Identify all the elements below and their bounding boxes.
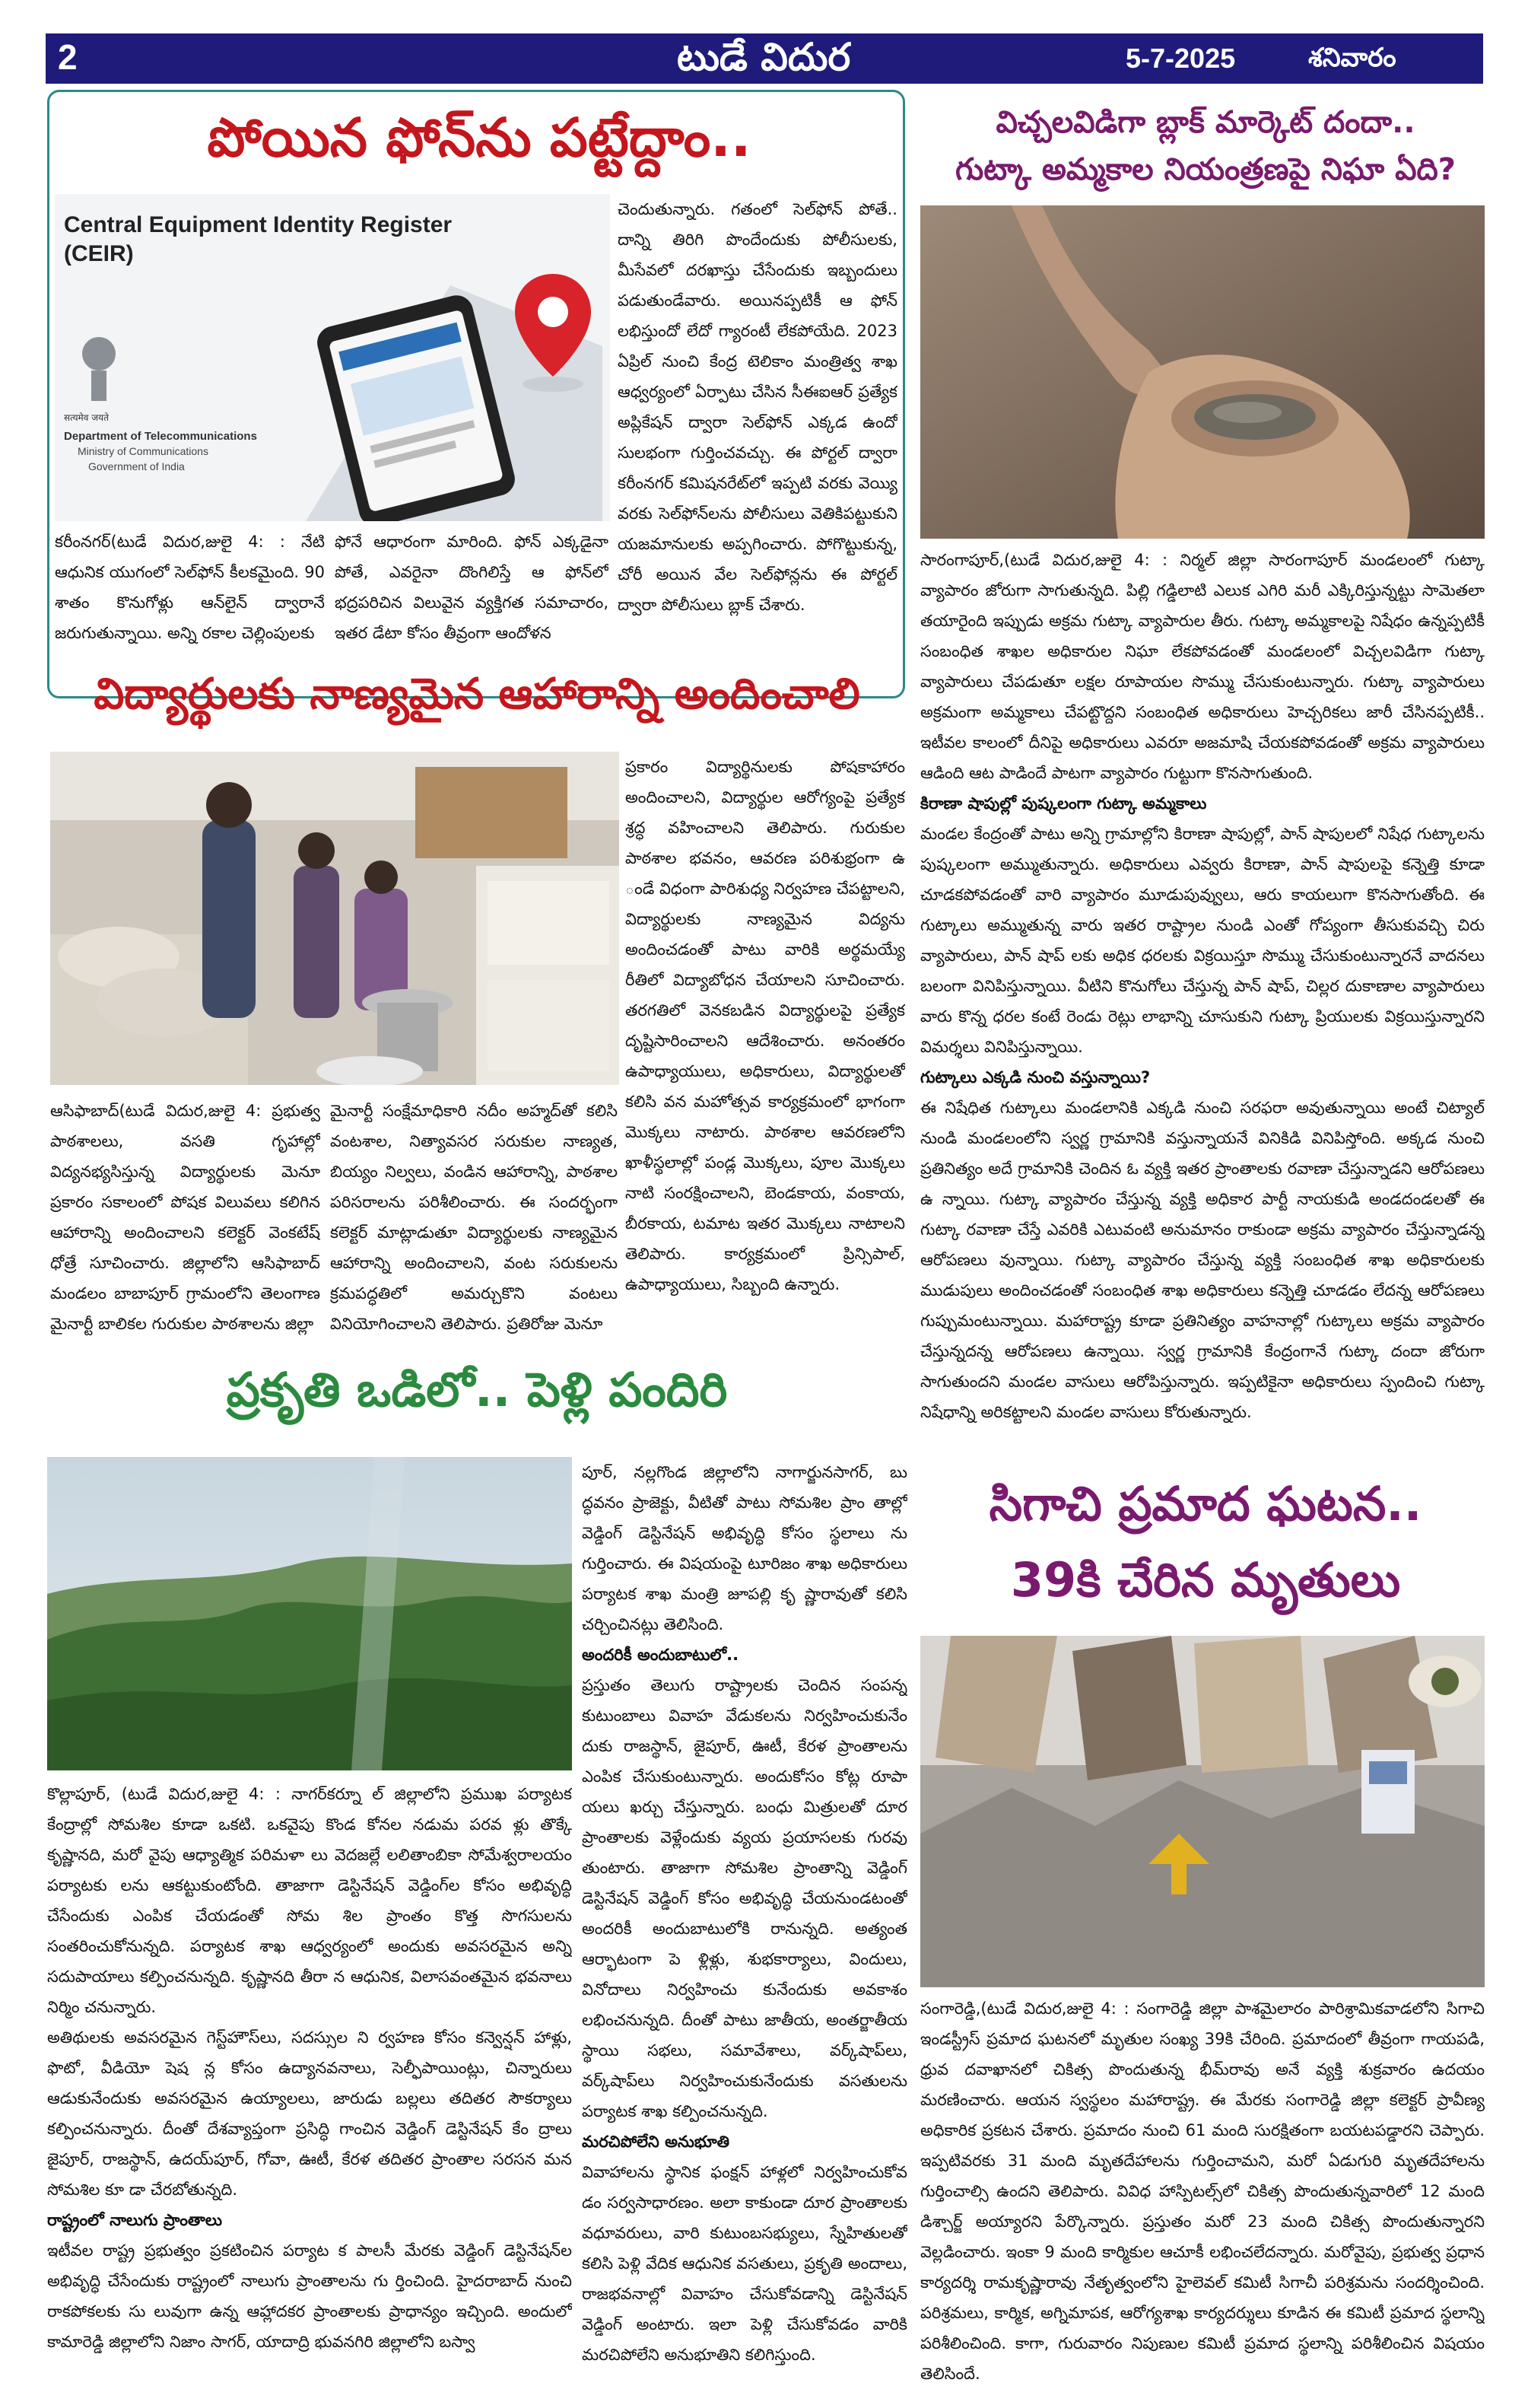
article-gutka-para-1: సారంగాపూర్‌,(టుడే విదుర,జులై 4: : నిర్మల్‌ జిల్లా సారంగాపూర్‌ మండలంలో గుట్కా వ్యాపారం జోరుగా సాగుతున్నది. పిల్లి గడ్డిలాటి ఎలుక ఎగిరి మరీ ఎక్కిరిస్తున్నట్టు సామెతలా తయారైంది ఇప్పుడు అక్రమ గుట్కా వ్యాపారుల తీరు. గుట్కా అమ్మకాలపై నిషేధం ఉన్నప్పటికీ సంబంధిత శాఖల అధికారుల నిఘా లేకపోవడంతో మండలంలో విచ్చలవిడిగా గుట్కా వ్యాపారులు చేపడుతూ లక్షల రూపాయల సొమ్ము చేసుకుంటున్నారు. గుట్కా వ్యాపారులు అక్రమంగా అమ్మకాలు చేపట్టొద్దని సంబంధిత అధికారులు హెచ్చరికలు జారీ చేసినప్పటికీ.. ఇటీవల కాలంలో దీనిపై అధికారులు ఎవరూ అజమాషి చేయకపోవడంతో అక్రమ వ్యాపారులు ఆడింది ఆట పాడిందే పాటగా వ్యాపారం గుట్టుగా కొనసాగుతుంది. <box>920 551 1485 782</box>
article-wedding-col-right <box>582 1457 907 2385</box>
article-gutka-subhead-1: కిరాణా షాపుల్లో పుష్కలంగా గుట్కా అమ్మకాలు <box>920 794 1207 813</box>
ceir-abbr: (CEIR) <box>64 241 134 266</box>
article-lost-phone-col-right: చెందుతున్నారు. గతంలో సెల్‌ఫోన్‌ పోతే.. దాన్ని తిరిగి పొందేందుకు పోలీసులకు, మీసేవలో దరఖాస్తు చేసేందుకు ఇబ్బందులు పడుతుండేవారు. అయినప్పటికీ ఆ ఫోన్‌ లభిస్తుందో లేదో గ్యారంటీ లేకపోయేది. 2023 ఏప్రిల్‌ నుంచి కేంద్ర టెలికాం మంత్రిత్వ శాఖ ఆధ్వర్యంలో ఏర్పాటు చేసిన సీఈఐఆర్‌ ప్రత్యేక అప్లికేషన్‌ ద్వారా సెల్‌ఫోన్‌ ఎక్కడ ఉందో సులభంగా గుర్తించవచ్చు. ఈ పోర్టల్‌ ద్వారా కరీంనగర్‌ కమిషనరేట్‌లో ఇప్పటి వరకు వెయ్యి వరకు సెల్‌ఫోన్‌లను పోలీసులు వెతికిపట్టుకుని యజమానులకు అప్పగించారు. పోగొట్టుకున్న, చోరీ అయిన వేల సెల్‌ఫోన్లను ఈ పోర్టల్‌ ద్వారా పోలీసులు బ్లాక్‌ చేశారు. <box>618 200 897 614</box>
article-sigachi-headline-line1: సిగాచి ప్రమాద ఘటన.. <box>989 1476 1422 1532</box>
article-students-food-col-a: ఆసిఫాబాద్‌(టుడే విదుర,జులై 4: ప్రభుత్వ పాఠశాలలు, వసతి గృహాల్లో విద్యనభ్యసిస్తున్న విద్యార్థులకు మెనూ ప్రకారం సకాలంలో పోషక విలువలు కలిగిన ఆహారాన్ని అందించాలని కలెక్టర్‌ వెంకటేష్‌ ధోత్రే సూచించారు. జిల్లాలోని ఆసిఫాబాద్‌ మండలం బాబాపూర్‌ గ్రామంలోని తెలంగాణ మైనార్టీ బాలికల గురుకుల పాఠశాలను జిల్లా <box>50 1102 320 1333</box>
article-gutka-subhead-2: గుట్కాలు ఎక్కడి నుంచి వస్తున్నాయి? <box>920 1068 1151 1086</box>
dept-name: Department of Telecommunications <box>64 430 257 443</box>
article-students-food-col-b: మైనార్టీ సంక్షేమాధికారి నదీం అహ్మద్‌తో కలిసి వంటశాల, నిత్యావసర సరుకుల నాణ్యత, బియ్యం నిల్వలు, వండిన ఆహారాన్ని, పాఠశాల పరిసరాలను పరిశీలించారు. ఈ సందర్భంగా కలెక్టర్‌ మాట్లాడుతూ విద్యార్థులకు నాణ్యమైన ఆహారాన్ని అందించాలని, వంట సరుకులను క్రమపద్ధతిలో అమర్చుకొని వంటలు వినియోగించాలని తెలిపారు. ప్రతిరోజు మెనూ <box>330 1102 618 1333</box>
article-lost-phone-headline: పోయిన ఫోన్‌ను పట్టేద్దాం.. <box>207 107 751 169</box>
article-gutka-body <box>920 545 1485 1625</box>
ceir-image <box>55 194 610 521</box>
article-gutka-headline-line1: విచ్చలవిడిగా బ్లాక్‌ మార్కెట్‌ దందా.. <box>996 105 1415 140</box>
article-students-food-col-right: ప్రకారం విద్యార్థినులకు పోషకాహారం అందించాలని, విద్యార్థుల ఆరోగ్యంపై ప్రత్యేక శ్రద్ధ వహించాలని తెలిపారు. గురుకుల పాఠశాల భవనం, ఆవరణ పరిశుభ్రంగా ఉ ండే విధంగా పారిశుధ్య నిర్వహణ చేపట్టాలని, విద్యార్థులకు నాణ్యమైన విద్యను అందించడంతో పాటు వారికి అర్థమయ్యే రీతిలో విద్యాబోధన చేయాలని సూచించారు. తరగతిలో వెనకబడిన విద్యార్థులపై ప్రత్యేక దృష్టిసారించాలని ఆదేశించారు. అనంతరం ఉపాధ్యాయులు, అధికారులు, విద్యార్థులతో కలిసి వన మహోత్సవ కార్యక్రమంలో భాగంగా మొక్కలు నాటారు. పాఠశాల ఆవరణలోని ఖాళీస్థలాల్లో పండ్ల మొక్కలు, పూల మొక్కలు నాటి సంరక్షించాలని, బెండకాయ, వంకాయ, బీరకాయ, టమాట ఇతర మొక్కలు నాటాలని తెలిపారు. కార్యక్రమంలో ప్రిన్సిపాల్‌, ఉపాధ్యాయులు, సిబ్బంది ఉన్నారు. <box>625 758 905 1293</box>
article-wedding-right-para-3: వివాహాలను స్థానిక ఫంక్షన్‌ హాళ్లలో నిర్వహించుకోవ డం సర్వసాధారణం. అలా కాకుండా దూర ప్రాంతాలకు వధూవరులు, వారి కుటుంబసభ్యులు, స్నేహితులతో కలిసి పెళ్లి వేదిక ఆధునిక వసతులు, ప్రకృతి అందాలు, రాజభవనాల్లో వివాహం చేసుకోవడాన్ని డెస్టినేషన్‌ వెడ్డింగ్‌ అంటారు. ఇలా పెళ్లి చేసుకోవడం వారికి మరచిపోలేని అనుభూతిని కలిగిస్తుంది. <box>582 2163 907 2364</box>
students-food-graphic <box>50 752 619 1085</box>
page-number: 2 <box>58 37 78 77</box>
article-sigachi-body: సంగారెడ్డి,(టుడే విదుర,జులై 4: : సంగారెడ్డి జిల్లా పాశమైలారం పారిశ్రామికవాడలోని సిగాచి ఇండస్ట్రీస్‌ ప్రమాద ఘటనలో మృతుల సంఖ్య 39కి చేరింది. ప్రమాదంలో తీవ్రంగా గాయపడి, ధ్రువ దవాఖానలో చికిత్స పొందుతున్న భీమ్‌రావు అనే వ్యక్తి శుక్రవారం ఉదయం మరణించారు. ఆయన స్వస్థలం మహారాష్ట్ర. ఈ మేరకు సంగారెడ్డి జిల్లా కలెక్టర్‌ ప్రావీణ్య అధికారిక ప్రకటన చేశారు. ప్రమాదం నుంచి 61 మంది సురక్షితంగా బయటపడ్డారని చెప్పారు. ఇప్పటివరకు 31 మంది మృతదేహాలను గుర్తించామని, మరో ఏడుగురి మృతదేహాలను గుర్తించాల్సి ఉందని తెలిపారు. వివిధ హాస్పిటల్స్‌లో చికిత్స పొందుతున్నవారిలో 12 మంది డిశ్చార్జ్‌ అయ్యారని పేర్కొన్నారు. ప్రస్తుతం మరో 23 మంది చికిత్స పొందుతున్నారని వెల్లడించారు. ఇంకా 9 మంది కార్మికుల ఆచూకీ లభించలేదన్నారు. మరోవైపు, ప్రభుత్వ ప్రధాన కార్యదర్శి రామకృష్ణారావు నేతృత్వంలోని హైలెవల్‌ కమిటీ సిగాచీ పరిశ్రమను సందర్శించింది. పరిశ్రమలు, కార్మిక, అగ్నిమాపక, ఆరోగ్యశాఖ కార్యదర్శులు కూడిన ఈ కమిటీ ప్రమాద స్థలాన్ని పరిశీలించింది. కాగా, గురువారం నిపుణుల కమిటీ ప్రమాద స్థలాన్ని పరిశీలించిన విషయం తెలిసిందే. <box>920 1999 1485 2383</box>
article-gutka-para-2: మండల కేంద్రంతో పాటు అన్ని గ్రామాల్లోని కిరాణా షాపుల్లో, పాన్‌ షాపులలో నిషేధ గుట్కాలను పుష్కలంగా అమ్ముతున్నారు. అధికారులు ఎవ్వరు కిరాణా, పాన్‌ షాపులపై కన్నెత్తి కూడా చూడకపోవడంతో వారి వ్యాపారం మూడుపువ్వులు, ఆరు కాయలుగా కొనసాగుతోంది. ఈ గుట్కాలు అమ్ముతున్న వారు ఇతర రాష్ట్రాల నుండి ఎంతో గోప్యంగా తీసుకువచ్చి చిరు వ్యాపారులు, పాన్‌ షాప్‌ లకు అధిక ధరలకు విక్రయిస్తూ సొమ్ము చేసుకుంటున్నారనే వాదనలు బలంగా వినిపిస్తున్నాయి. వీటిని కొనుగోలు చేస్తున్న పాన్‌ షాప్‌, చిల్లర దుకాణాల వ్యాపారులు వారు కొన్న ధరల కంటే రెండు రెట్లు లాభాన్ని చూసుకుని గుట్కా ప్రియులకు విక్రయిస్తున్నారని విమర్శలు వినిపిస్తున్నాయి. <box>920 825 1485 1056</box>
article-sigachi-headline-line2: 39కి చేరిన మృతులు <box>1010 1552 1401 1608</box>
article-wedding-subhead-3: రాష్ట్రంలో నాలుగు ప్రాంతాలు <box>47 2211 223 2229</box>
ministry-name: Ministry of Communications <box>78 445 208 457</box>
paper-name: టుడే విదుర <box>677 35 851 79</box>
sigachi-collage-photo <box>920 1636 1485 1987</box>
masthead <box>46 33 1483 84</box>
gutka-hand-graphic <box>920 205 1485 539</box>
somasila-landscape-graphic <box>47 1457 572 1770</box>
article-students-food-headline: విద్యార్థులకు నాణ్యమైన ఆహారాన్ని అందించాలి <box>94 670 860 719</box>
article-wedding-right-para-1: పూర్‌, నల్లగొండ జిల్లాలోని నాగార్జునసాగర్‌, బు ద్ధవనం ప్రాజెక్టు, వీటితో పాటు సోమశిల ప్రాం తాల్లో వెడ్డింగ్‌ డెస్టినేషన్‌ అభివృద్ధి కోసం స్థలాలు ను గుర్తించారు. ఈ విషయంపై టూరిజం శాఖ అధికారులు పర్యాటక శాఖ మంత్రి జూపల్లి కృ ష్ణారావుతో కలిసి చర్చించినట్లు తెలిసింది. <box>582 1463 907 1633</box>
article-lost-phone-col-a: కరీంనగర్‌(టుడే విదుర,జులై 4: : నేటి ఆధునిక యుగంలో సెల్‌ఫోన్‌ కీలకమైంది. 90 శాతం కొనుగోళ్లు ఆన్‌లైన్‌ ద్వారానే జరుగుతున్నాయి. అన్ని రకాల చెల్లింపులకు <box>55 533 325 642</box>
issue-date: 5-7-2025 <box>1126 43 1236 74</box>
gutka-hand-photo <box>920 205 1485 539</box>
somasila-landscape-photo <box>47 1457 572 1770</box>
article-wedding-subhead-2: మరచిపోలేని అనుభూతి <box>582 2133 730 2151</box>
issue-day: శనివారం <box>1308 43 1396 73</box>
students-food-photo <box>50 752 619 1085</box>
article-wedding-left-para-3: ఇటీవల రాష్ట్ర ప్రభుత్వం ప్రకటించిన పర్యాట క పాలసీ మేరకు వెడ్డింగ్‌ డెస్టినేషన్‌ల అభివృద్ధి చేసేందుకు రాష్ట్రంలో నాలుగు ప్రాంతాలను గు ర్తించింది. హైదరాబాద్‌ నుంచి రాకపోకలకు సు లువుగా ఉన్న ఆహ్లాదకర ప్రాంతాలకు ప్రాధాన్యం ఇచ్చింది. అందులో కామారెడ్డి జిల్లాలోని నిజాం సాగర్‌, యాదాద్రి భువనగిరి జిల్లాలోని బస్వా <box>47 2241 572 2351</box>
sigachi-collage-graphic <box>920 1636 1485 1987</box>
ceir-title: Central Equipment Identity Register <box>64 212 453 237</box>
article-gutka-headline-line2: గుట్కా అమ్మకాల నియంత్రణపై నిఘా ఏది? <box>955 152 1456 187</box>
emblem-caption: सत्यमेव जयते <box>64 412 109 423</box>
article-wedding-col-left <box>47 1779 572 2387</box>
article-lost-phone-col-b: ఫోనే ఆధారంగా మారింది. ఫోన్‌ ఎక్కడైనా పోతే, ఎవరైనా దొంగిలిస్తే ఆ ఫోన్‌లో భద్రపరిచిన విలువైన వ్యక్తిగత సమాచారం, ఇతర డేటా కోసం తీవ్రంగా ఆందోళన <box>335 533 608 642</box>
article-wedding-subhead-1: అందరికీ అందుబాటులో.. <box>582 1646 739 1664</box>
gov-name: Government of India <box>88 460 185 472</box>
article-wedding-right-para-2: ప్రస్తుతం తెలుగు రాష్ట్రాలకు చెందిన సంపన్న కుటుంబాలు వివాహ వేడుకలను నిర్వహించుకునేం దుకు రాజస్థాన్‌, జైపూర్‌, ఊటీ, కేరళ ప్రాంతాలను ఎంపిక చేసుకుంటున్నారు. అందుకోసం కోట్ల రూపా యలు ఖర్చు చేస్తున్నారు. బంధు మిత్రులతో దూర ప్రాంతాలకు వెళ్లేందుకు వ్యయ ప్రయాసలకు గురవు తుంటారు. తాజాగా సోమశిల ప్రాంతాన్ని వెడ్డింగ్‌ డెస్టినేషన్‌ వెడ్డింగ్‌ కోసం అభివృద్ధి చేయనుండటంతో అందరికీ అందుబాటులోకి రానున్నది. అత్యంత ఆర్భాటంగా పె ళ్లిళ్లు, శుభకార్యాలు, విందులు, వినోదాలు నిర్వహించు కునేందుకు అవకాశం లభించనున్నది. దీంతో పాటు జాతీయ, అంతర్జాతీయ స్థాయి సభలు, సమావేశాలు, వర్క్‌షాప్‌లు, వర్క్‌షాప్‌లు నిర్వహించుకునేందుకు వసతులను పర్యాటక శాఖ కల్పించనున్నది. <box>582 1676 907 2120</box>
article-gutka-para-3: ఈ నిషేధిత గుట్కాలు మండలానికి ఎక్కడి నుంచి సరఫరా అవుతున్నాయి అంటే చిట్యాల్‌ నుండి మండలంలోని స్వర్ణ గ్రామానికి వస్తున్నాయనే వినికిడి వినిపిస్తోంది. అక్కడ నుంచి ప్రతినిత్యం అదే గ్రామానికి చెందిన ఓ వ్యక్తి ఇతర ప్రాంతాలకు రవాణా చేస్తున్నాడని ఆరోపణలు ఉ న్నాయి. గుట్కా వ్యాపారం చేస్తున్న వ్యక్తి అధికార పార్టీ నాయకుడి అండదండలతో ఈ గుట్కా రవాణా చేస్తే ఎవరికి ఎటువంటి అనుమానం రాకుండా అక్రమ వ్యాపారం చేస్తున్నాడన్న ఆరోపణలు వున్నాయి. గుట్కా వ్యాపారం చేస్తున్న వ్యక్తి సంబంధిత శాఖ అధికారులకు ముడుపులు అందించడంతో సంబంధిత శాఖ అధికారులు కన్నెత్తి చూడడం లేదన్న ఆరోపణలు గుప్పుమంటున్నాయి. మహారాష్ట్ర కూడా ప్రతినిత్యం వాహనాల్లో గుట్కాలు అక్రమ వ్యాపారం చేస్తున్నదన్న ఆరోపణలు ఉన్నాయి. స్వర్ణ గ్రామానికి కేంద్రంగానే గుట్కా దందా జోరుగా సాగుతుందని మండల వాసులు ఆరోపిస్తున్నారు. ఇప్పటికైనా అధికారులు స్పందించి గుట్కా నిషేధాన్ని అరికట్టాలని మండల వాసులు కోరుతున్నారు. <box>920 1099 1485 1421</box>
article-wedding-headline: ప్రకృతి ఒడిలో.. పెళ్లి పందిరి <box>226 1362 728 1417</box>
article-wedding-left-para-2: అతిథులకు అవసరమైన గెస్ట్‌హౌస్‌లు, సదస్సుల ని ర్వహణ కోసం కన్వెన్షన్‌ హాళ్లు, ఫొటో, వీడియో షెష న్ల కోసం ఉద్యానవనాలు, సెల్ఫీపాయింట్లు, చిన్నారులు ఆడుకునేందుకు అవసరమైన ఉయ్యాలలు, జారుడు బల్లలు తదితర సౌకర్యాలు కల్పించనున్నారు. దీంతో దేశవ్యాప్తంగా ప్రసిద్ధి గాంచిన వెడ్డింగ్‌ డెస్టినేషన్‌ కేం ద్రాలు జైపూర్‌, రాజస్థాన్‌, ఉదయ్‌పూర్‌, గోవా, ఊటీ, కేరళ తదితర ప్రాంతాల సరసన మన సోమశిల కూ డా చేరబోతున్నది. <box>47 2028 572 2199</box>
article-wedding-left-para-1: కొల్లాపూర్‌, (టుడే విదుర,జులై 4: : నాగర్‌కర్నూ ల్‌ జిల్లాలోని ప్రముఖ పర్యాటక కేంద్రాల్లో సోమశిల కూడా ఒకటి. ఒకవైపు కొండ కోనల నడుమ పరవ ళ్లు తొక్కే కృష్ణానది, మరో వైపు ఆధ్యాత్మిక పరిమళా లు వెదజల్లే లలితాంబికా సోమేశ్వరాలయం పర్యాటకు లను ఆకట్టుకుంటోంది. తాజాగా డెస్టినేషన్‌ వెడ్డింగ్‌ల కోసం అభివృద్ధి చేసేందుకు ఎంపిక చేయడంతో సోమ శిల ప్రాంతం కొత్త సొగసులను సంతరించుకోనున్నది. పర్యాటక శాఖ ఆధ్వర్యంలో అందుకు అవసరమైన అన్ని సదుపాయాలు కల్పించనున్నది. కృష్ణానది తీరా న ఆధునిక, విలాసవంతమైన భవనాలు నిర్మిం చనున్నారు. <box>47 1785 572 2016</box>
